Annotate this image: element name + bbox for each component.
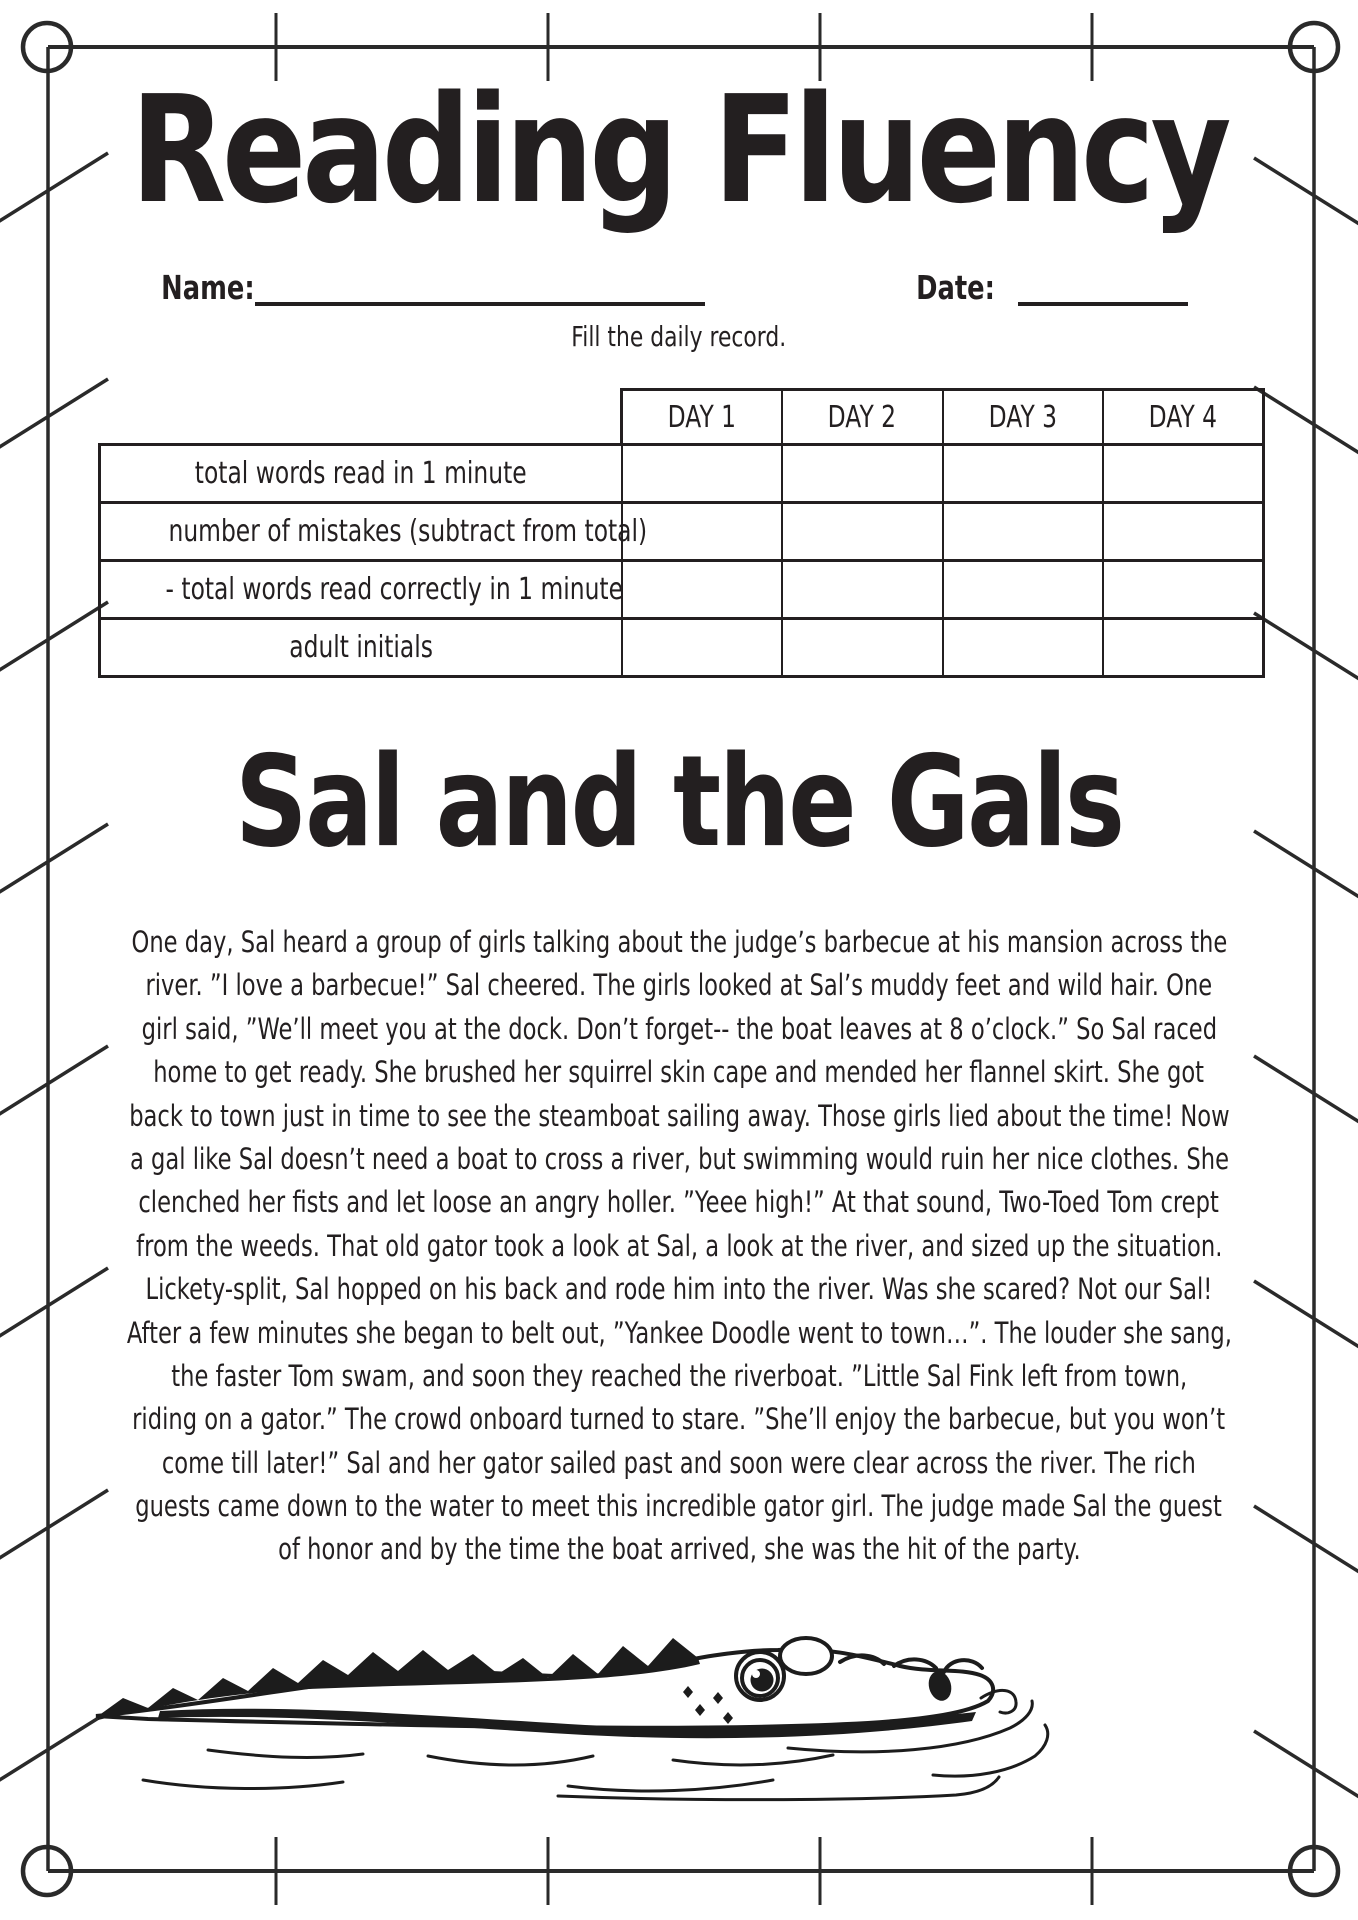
instruction-text: Fill the daily record. — [571, 320, 787, 353]
table-header-day: DAY 2 — [782, 390, 943, 445]
record-cell[interactable] — [782, 561, 943, 619]
table-row-label: adult initials — [100, 619, 622, 677]
story-line: Lickety-split, Sal hopped on his back and rode him into the river. Was she scared? Not our Sal! — [145, 1272, 1213, 1307]
story-line: riding on a gator.” The crowd onboard turned to stare. ”She’ll enjoy the barbecue, but you won’t — [132, 1402, 1226, 1437]
daily-record-table — [98, 388, 1265, 678]
record-cell[interactable] — [1103, 619, 1264, 677]
table-header-day: DAY 3 — [943, 390, 1104, 445]
table-row-label: total words read in 1 minute — [100, 445, 622, 503]
record-cell[interactable] — [943, 561, 1104, 619]
story-title — [0, 728, 1358, 875]
record-cell[interactable] — [782, 503, 943, 561]
story-line: One day, Sal heard a group of girls talking about the judge’s barbecue at his mansion across the — [131, 925, 1227, 959]
record-cell[interactable] — [782, 619, 943, 677]
table-header-row — [100, 390, 1264, 445]
story-line: guests came down to the water to meet this incredible gator girl. The judge made Sal the guest — [135, 1489, 1223, 1524]
table-row — [100, 503, 1264, 561]
story-line: girl said, ”We’ll meet you at the dock. Don’t forget-- the boat leaves at 8 o’clock.” So Sal raced — [141, 1011, 1217, 1046]
table-row — [100, 445, 1264, 503]
record-cell[interactable] — [943, 503, 1104, 561]
table-row — [100, 619, 1264, 677]
record-cell[interactable] — [943, 445, 1104, 503]
name-input-line[interactable] — [255, 302, 705, 306]
bottom-tick-marks — [276, 1837, 1092, 1905]
alligator-illustration — [88, 1628, 1078, 1828]
date-label: Date: — [916, 268, 995, 307]
table-body — [100, 445, 1264, 677]
record-cell[interactable] — [943, 619, 1104, 677]
story-line: of honor and by the time the boat arrived, she was the hit of the party. — [277, 1532, 1081, 1567]
page-title-text: Reading Fluency — [130, 64, 1228, 236]
table-row-label: - total words read correctly in 1 minute — [100, 561, 622, 619]
gator-far-eye-bump — [780, 1638, 832, 1674]
name-label: Name: — [161, 268, 255, 307]
record-cell[interactable] — [622, 561, 783, 619]
corner-circle — [1290, 1847, 1338, 1895]
record-cell[interactable] — [622, 619, 783, 677]
story-passage — [40, 921, 1318, 1572]
record-cell[interactable] — [1103, 503, 1264, 561]
corner-circle — [23, 1847, 71, 1895]
table-header-ghost-cell — [100, 390, 622, 445]
gator-eye-highlight — [752, 1670, 760, 1678]
story-line: back to town just in time to see the steamboat sailing away. Those girls lied about the time! Now — [128, 1098, 1230, 1133]
story-line: After a few minutes she began to belt out, ”Yankee Doodle went to town…”. The louder she sang, — [126, 1315, 1232, 1350]
story-line: river. ”I love a barbecue!” Sal cheered. The girls looked at Sal’s muddy feet and wild hair. One — [145, 968, 1213, 1003]
story-line: from the weeds. That old gator took a look at Sal, a look at the river, and sized up the situation. — [135, 1228, 1223, 1263]
record-cell[interactable] — [1103, 561, 1264, 619]
story-line: clenched her fists and let loose an angry holler. ”Yeee high!” At that sound, Two-Toed Tom crept — [138, 1185, 1220, 1220]
table-header-day: DAY 1 — [622, 390, 783, 445]
table-row — [100, 561, 1264, 619]
record-cell[interactable] — [782, 445, 943, 503]
table-header-day: DAY 4 — [1103, 390, 1264, 445]
record-cell[interactable] — [622, 445, 783, 503]
story-line: come till later!” Sal and her gator sailed past and soon were clear across the river. The rich — [161, 1445, 1197, 1480]
page-title — [0, 64, 1358, 236]
story-line: home to get ready. She brushed her squirrel skin cape and mended her flannel skirt. She got — [153, 1055, 1205, 1090]
table-row-label: number of mistakes (subtract from total) — [100, 503, 622, 561]
story-line: a gal like Sal doesn’t need a boat to cross a river, but swimming would ruin her nice clothes. She — [129, 1141, 1229, 1176]
story-title-text: Sal and the Gals — [235, 728, 1123, 875]
record-cell[interactable] — [1103, 445, 1264, 503]
date-input-line[interactable] — [1018, 302, 1188, 306]
story-line: the faster Tom swam, and soon they reached the riverboat. ”Little Sal Fink left from town, — [171, 1358, 1187, 1393]
